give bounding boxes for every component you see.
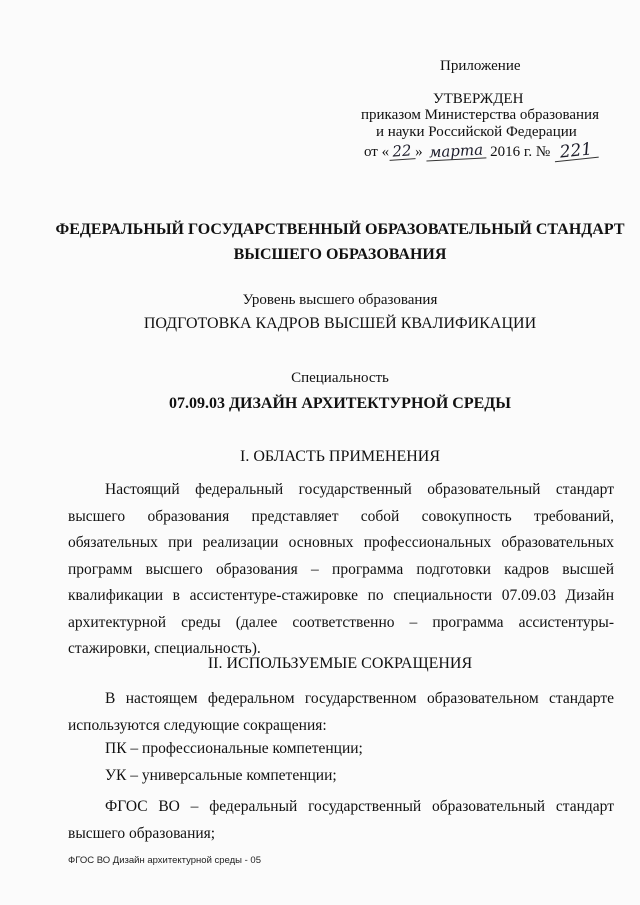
date-prefix: от « [364, 144, 390, 160]
page-footer: ФГОС ВО Дизайн архитектурной среды - 05 [68, 855, 262, 866]
level-value: ПОДГОТОВКА КАДРОВ ВЫСШЕЙ КВАЛИФИКАЦИИ [143, 315, 537, 332]
specialty-value: 07.09.03 ДИЗАЙН АРХИТЕКТУРНОЙ СРЕДЫ [168, 395, 511, 412]
date-mid: » [415, 144, 423, 160]
date-year: 2016 г. № [490, 144, 551, 160]
abbreviation-uk: УК – универсальные компетенции; [105, 767, 337, 784]
appendix-label: Приложение [440, 58, 521, 74]
approved-label: УТВЕРЖДЕН [433, 91, 524, 107]
specialty-label: Специальность [291, 370, 389, 386]
section-2-intro: В настоящем федеральном государственном образовательном стандарте используются следующие сокращения: [68, 690, 614, 734]
handwritten-day: 22 [389, 142, 416, 161]
handwritten-order-number: 221 [553, 141, 599, 163]
abbreviation-pk: ПК – профессиональные компетенции; [105, 740, 363, 757]
order-line-russia: и науки Российской Федерации [376, 124, 577, 140]
handwritten-month: марта [426, 141, 487, 161]
title-line-1: ФЕДЕРАЛЬНЫЙ ГОСУДАРСТВЕННЫЙ ОБРАЗОВАТЕЛЬНЫЙ СТАНДАРТ [55, 221, 625, 238]
section-2-heading: II. ИСПОЛЬЗУЕМЫЕ СОКРАЩЕНИЯ [207, 655, 473, 672]
section-1-paragraph: Настоящий федеральный государственный образовательный стандарт высшего образования представляет собой совокупность требований, обязательных при реализации основных профессиональных образовательных программ высшего образования – программа подготовки кадров высшей квалификации в ассистентуре-стажировке по специальности 07.09.03 Дизайн архитектурной среды (далее соответственно – программа ассистентуры-стажировки, специальность). [68, 481, 614, 657]
section-1-heading: I. ОБЛАСТЬ ПРИМЕНЕНИЯ [239, 448, 441, 465]
abbreviation-fgos: ФГОС ВО – федеральный государственный образовательный стандарт высшего образования; [68, 798, 614, 842]
level-label: Уровень высшего образования [242, 292, 438, 308]
document-title [0, 217, 640, 267]
order-line-ministry: приказом Министерства образования [361, 107, 599, 123]
title-line-2: ВЫСШЕГО ОБРАЗОВАНИЯ [233, 246, 447, 263]
order-date-line [364, 139, 598, 163]
